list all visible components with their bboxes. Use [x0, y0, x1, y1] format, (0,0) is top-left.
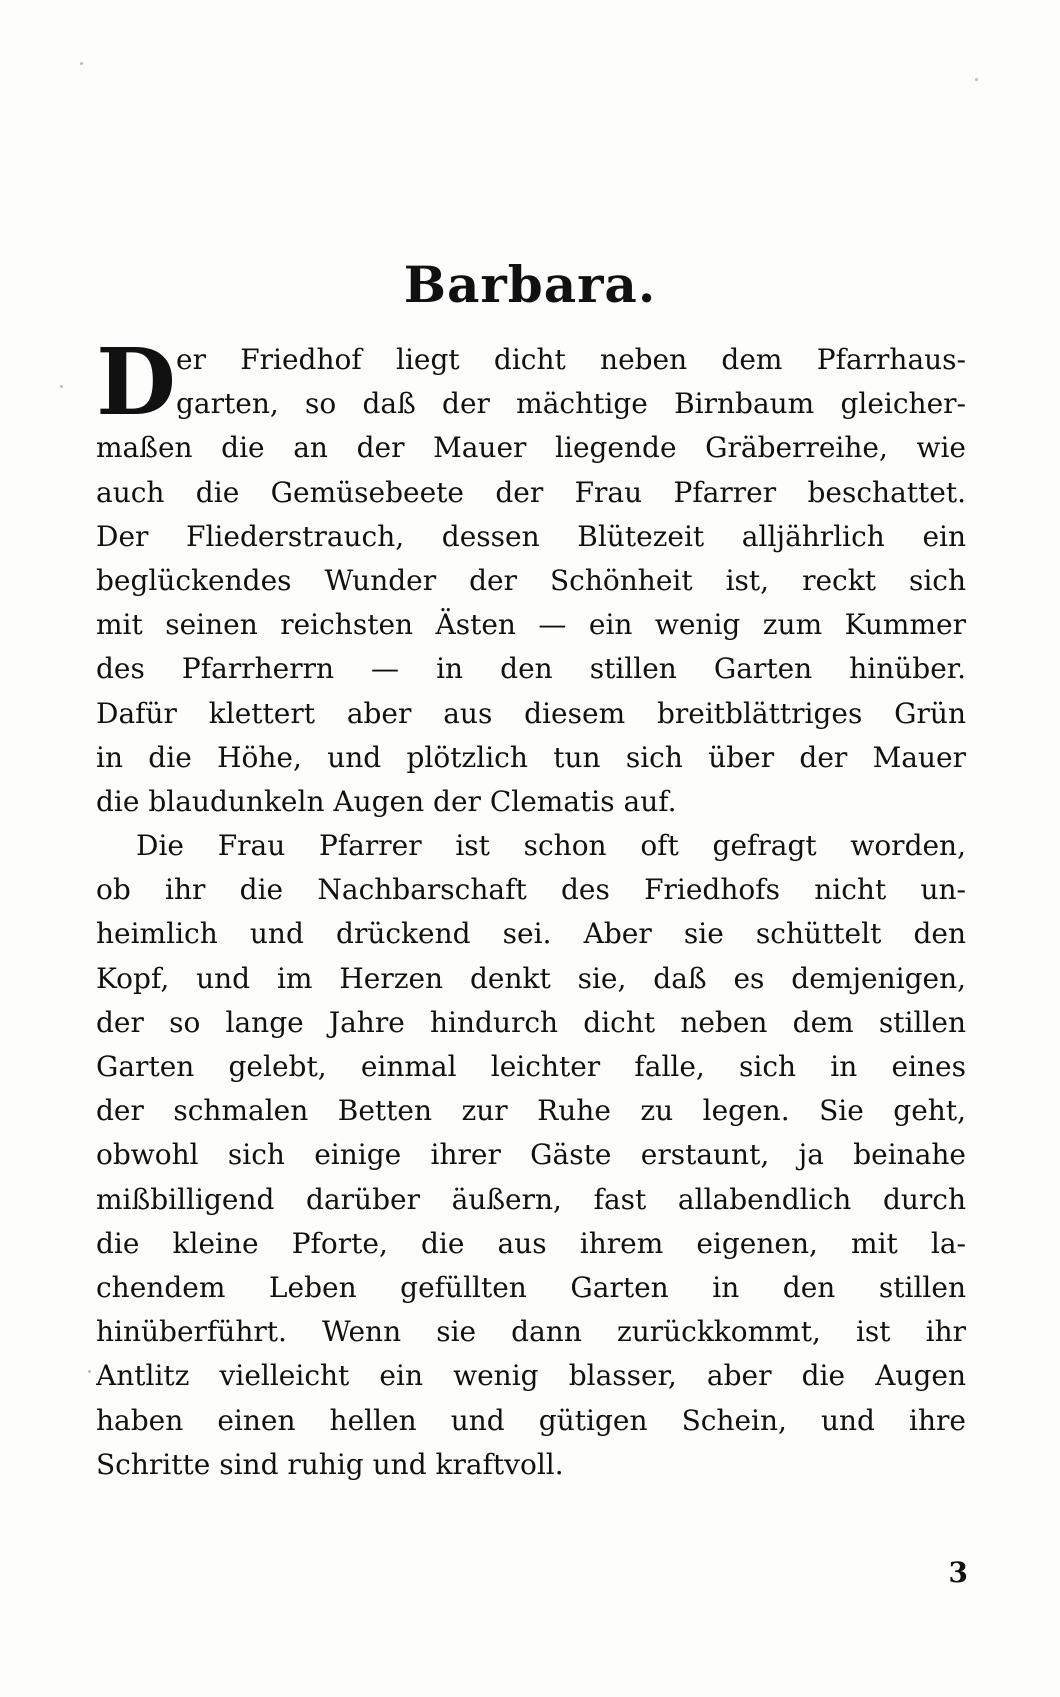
- text-line: der so lange Jahre hindurch dicht neben dem stillen: [96, 1005, 966, 1039]
- body-text: [96, 328, 966, 1487]
- text-line: Garten gelebt, einmal leichter falle, sich in eines: [96, 1050, 966, 1083]
- page-number: 3: [948, 1556, 968, 1589]
- text-line: heimlich und drückend sei. Aber sie schüttelt den: [96, 917, 966, 951]
- text-line: des Pfarrherrn — in den stillen Garten hinüber.: [96, 652, 966, 686]
- paper-speck: [80, 62, 83, 65]
- drop-cap: D: [96, 328, 176, 436]
- text-line: Kopf, und im Herzen denkt sie, daß es demjenigen,: [96, 961, 966, 995]
- text-line: Dafür klettert aber aus diesem breitblättriges Grün: [96, 696, 966, 730]
- text-line: ob ihr die Nachbarschaft des Friedhofs nicht un-: [96, 873, 966, 907]
- text-line: hinüberführt. Wenn sie dann zurückkommt, ist ihr: [96, 1315, 966, 1349]
- text-line: Antlitz vielleicht ein wenig blasser, aber die Augen: [96, 1359, 966, 1393]
- text-line: beglückendes Wunder der Schönheit ist, reckt sich: [96, 563, 966, 597]
- text-line: mißbilligend darüber äußern, fast allabendlich durch: [96, 1182, 966, 1216]
- text-line: Die Frau Pfarrer ist schon oft gefragt worden,: [136, 829, 966, 863]
- paragraph-1: [96, 328, 966, 824]
- text-line: haben einen hellen und gütigen Schein, und ihre: [96, 1403, 966, 1437]
- text-line: maßen die an der Mauer liegende Gräberreihe, wie: [96, 431, 966, 465]
- paper-speck: [60, 385, 63, 388]
- text-line: obwohl sich einige ihrer Gäste erstaunt, ja beinahe: [96, 1138, 966, 1172]
- text-line: in die Höhe, und plötzlich tun sich über der Mauer: [96, 740, 966, 774]
- text-line: Der Fliederstrauch, dessen Blütezeit alljährlich ein: [96, 519, 966, 553]
- text-line: garten, so daß der mächtige Birnbaum gleicher-: [176, 387, 966, 421]
- chapter-title: Barbara.: [403, 255, 657, 314]
- text-line: die kleine Pforte, die aus ihrem eigenen, mit la-: [96, 1226, 966, 1260]
- text-line: mit seinen reichsten Ästen — ein wenig zum Kummer: [96, 608, 966, 642]
- text-line: auch die Gemüsebeete der Frau Pfarrer beschattet.: [96, 475, 966, 509]
- text-line: die blaudunkeln Augen der Clematis auf.: [96, 784, 677, 818]
- paragraph-2: [96, 824, 966, 1487]
- paper-speck: [975, 78, 978, 81]
- paper-speck: [88, 1370, 91, 1373]
- text-line: chendem Leben gefüllten Garten in den stillen: [96, 1270, 966, 1304]
- text-line: Schritte sind ruhig und kraftvoll.: [96, 1447, 564, 1481]
- text-line: er Friedhof liegt dicht neben dem Pfarrhaus-: [176, 343, 966, 376]
- text-line: der schmalen Betten zur Ruhe zu legen. Sie geht,: [96, 1094, 966, 1128]
